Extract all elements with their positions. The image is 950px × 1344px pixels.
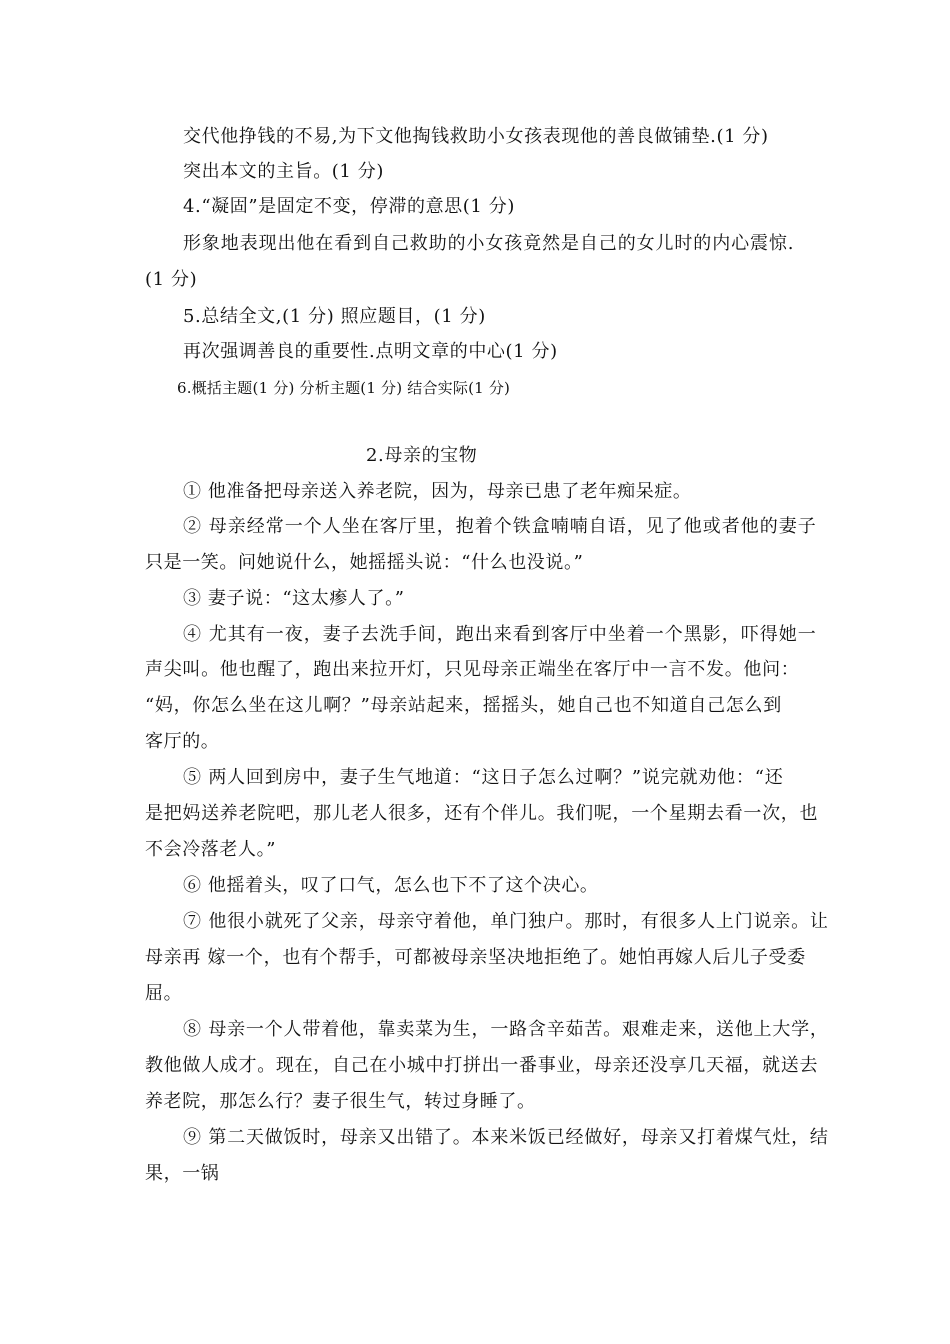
answer-line-6: 再次强调善良的重要性.点明文章的中心(1 分) bbox=[183, 341, 558, 362]
article-line: ⑧ 母亲一个人带着他，靠卖菜为生，一路含辛茹苦。艰难走来，送他上大学， bbox=[183, 1019, 829, 1040]
article-line: ④ 尤其有一夜，妻子去洗手间，跑出来看到客厅中坐着一个黑影，吓得她一 bbox=[183, 624, 817, 645]
article-line: 客厅的。 bbox=[145, 731, 220, 752]
article-line: ⑥ 他摇着头，叹了口气，怎么也下不了这个决心。 bbox=[183, 875, 599, 896]
article-line: 不会冷落老人。” bbox=[145, 839, 277, 860]
answer-line-7: 6.概括主题(1 分) 分析主题(1 分) 结合实际(1 分) bbox=[177, 379, 511, 397]
article-line: ⑤ 两人回到房中，妻子生气地道：“这日子怎么过啊？”说完就劝他：“还 bbox=[183, 767, 784, 788]
answer-line-4: 形象地表现出他在看到自己救助的小女孩竟然是自己的女儿时的内心震惊. bbox=[183, 233, 795, 254]
article-line: ③ 妻子说：“这太瘆人了。” bbox=[183, 588, 405, 609]
article-line: ⑦ 他很小就死了父亲，母亲守着他，单门独户。那时，有很多人上门说亲。让 bbox=[183, 911, 829, 932]
article-line: ② 母亲经常一个人坐在客厅里，抱着个铁盒喃喃自语，见了他或者他的妻子 bbox=[183, 516, 817, 537]
article-line: “妈，你怎么坐在这儿啊？”母亲站起来，摇摇头，她自己也不知道自己怎么到 bbox=[145, 695, 782, 716]
article-line: 屈。 bbox=[145, 983, 183, 1004]
answer-line-5: 5.总结全文,(1 分) 照应题目，(1 分) bbox=[183, 306, 486, 327]
answer-line-2: 突出本文的主旨。(1 分) bbox=[183, 161, 385, 182]
article-line: 养老院，那怎么行？妻子很生气，转过身睡了。 bbox=[145, 1091, 536, 1112]
article-line: ⑨ 第二天做饭时，母亲又出错了。本来米饭已经做好，母亲又打着煤气灶，结 bbox=[183, 1127, 829, 1148]
article-line: 是把妈送养老院吧，那儿老人很多，还有个伴儿。我们呢，一个星期去看一次，也 bbox=[145, 803, 819, 824]
article-line: 声尖叫。他也醒了，跑出来拉开灯，只见母亲正端坐在客厅中一言不发。他问： bbox=[145, 659, 800, 680]
answer-line-1: 交代他挣钱的不易,为下文他掏钱救助小女孩表现他的善良做铺垫.(1 分) bbox=[183, 126, 769, 147]
article-line: ① 他准备把母亲送入养老院，因为，母亲已患了老年痴呆症。 bbox=[183, 481, 692, 502]
article-line: 只是一笑。问她说什么，她摇摇头说：“什么也没说。” bbox=[145, 552, 584, 573]
article-line: 母亲再 嫁一个，也有个帮手，可都被母亲坚决地拒绝了。她怕再嫁人后儿子受委 bbox=[145, 947, 806, 968]
answer-line-4-cont: (1 分) bbox=[145, 269, 198, 290]
article-title: 2.母亲的宝物 bbox=[366, 445, 478, 466]
answer-line-3: 4.“凝固”是固定不变，停滞的意思(1 分) bbox=[183, 196, 515, 217]
article-line: 教他做人成才。现在，自己在小城中打拼出一番事业，母亲还没享几天福，就送去 bbox=[145, 1055, 819, 1076]
article-line: 果，一锅 bbox=[145, 1163, 220, 1184]
